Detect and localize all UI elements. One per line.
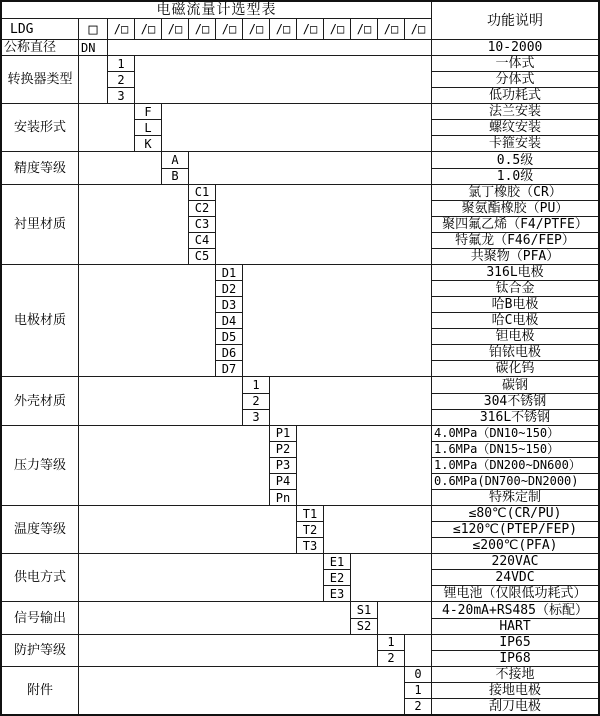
code-cell: P3 bbox=[270, 458, 296, 473]
spacer-cell bbox=[324, 506, 431, 553]
desc-cell: 锂电池（仅限低功耗式） bbox=[432, 586, 598, 601]
model-prefix-cell: LDG bbox=[2, 19, 78, 39]
category-label: 附件 bbox=[2, 667, 78, 714]
code-cell: L bbox=[135, 120, 161, 135]
model-slot-cell: /□ bbox=[243, 19, 269, 39]
spacer-cell bbox=[79, 56, 107, 103]
model-slot-cell: /□ bbox=[135, 19, 161, 39]
spacer-cell bbox=[297, 426, 431, 505]
category-label: 压力等级 bbox=[2, 426, 78, 505]
category-label: 安装形式 bbox=[2, 104, 78, 151]
desc-cell: ≤80℃(CR/PU) bbox=[432, 506, 598, 521]
spacer-cell bbox=[79, 265, 215, 377]
desc-cell: 特氟龙（F46/FEP） bbox=[432, 233, 598, 248]
category-label: 精度等级 bbox=[2, 152, 78, 183]
desc-cell: 0.5级 bbox=[432, 152, 598, 167]
desc-cell: 4.0MPa（DN10~150） bbox=[432, 426, 598, 441]
code-cell: P1 bbox=[270, 426, 296, 441]
desc-cell: ≤120℃(PTEP/FEP) bbox=[432, 522, 598, 537]
code-cell: S2 bbox=[351, 619, 377, 634]
spacer-cell bbox=[79, 667, 404, 714]
code-cell: D2 bbox=[216, 281, 242, 296]
desc-cell: 316L不锈钢 bbox=[432, 410, 598, 425]
model-slot-cell: /□ bbox=[216, 19, 242, 39]
code-cell: D3 bbox=[216, 297, 242, 312]
code-cell: B bbox=[162, 169, 188, 184]
model-slot-cell: /□ bbox=[405, 19, 431, 39]
code-cell: D4 bbox=[216, 313, 242, 328]
code-cell: D1 bbox=[216, 265, 242, 280]
spacer-cell bbox=[79, 635, 377, 666]
desc-cell: 10-2000 bbox=[432, 40, 598, 55]
spacer-cell bbox=[135, 56, 431, 103]
code-cell: C2 bbox=[189, 201, 215, 216]
spacer-cell bbox=[351, 554, 431, 601]
code-cell: 3 bbox=[108, 88, 134, 103]
code-cell: D5 bbox=[216, 329, 242, 344]
code-cell: 3 bbox=[243, 410, 269, 425]
desc-cell: 钛合金 bbox=[432, 281, 598, 296]
desc-cell: 接地电极 bbox=[432, 683, 598, 698]
model-slot-cell: /□ bbox=[162, 19, 188, 39]
function-column-header: 功能说明 bbox=[432, 2, 598, 39]
desc-cell: 哈C电极 bbox=[432, 313, 598, 328]
desc-cell: 不接地 bbox=[432, 667, 598, 682]
desc-cell: IP65 bbox=[432, 635, 598, 650]
desc-cell: 0.6MPa(DN700~DN2000) bbox=[432, 474, 598, 489]
code-cell: C3 bbox=[189, 217, 215, 232]
code-cell: E2 bbox=[324, 570, 350, 585]
desc-cell: 碳化钨 bbox=[432, 361, 598, 376]
code-cell: K bbox=[135, 136, 161, 151]
spacer-cell bbox=[216, 185, 431, 264]
code-cell: 2 bbox=[243, 394, 269, 409]
spacer-cell bbox=[270, 377, 431, 424]
desc-cell: 聚氨酯橡胶（PU） bbox=[432, 201, 598, 216]
desc-cell: 低功耗式 bbox=[432, 88, 598, 103]
model-box-cell: □ bbox=[79, 19, 107, 39]
desc-cell: 共聚物（PFA） bbox=[432, 249, 598, 264]
desc-cell: 铂铱电极 bbox=[432, 345, 598, 360]
spacer-cell bbox=[79, 377, 242, 424]
code-cell: D6 bbox=[216, 345, 242, 360]
desc-cell: IP68 bbox=[432, 651, 598, 666]
category-label: 供电方式 bbox=[2, 554, 78, 601]
spacer-cell bbox=[243, 265, 431, 377]
spacer-cell bbox=[79, 185, 188, 264]
code-cell: 1 bbox=[405, 683, 431, 698]
spacer-cell bbox=[162, 104, 431, 151]
spacer-cell bbox=[405, 635, 431, 666]
desc-cell: ≤200℃(PFA) bbox=[432, 538, 598, 553]
spacer-cell bbox=[79, 554, 323, 601]
desc-cell: HART bbox=[432, 619, 598, 634]
desc-cell: 法兰安装 bbox=[432, 104, 598, 119]
code-cell: P4 bbox=[270, 474, 296, 489]
desc-cell: 哈B电极 bbox=[432, 297, 598, 312]
category-label: 电极材质 bbox=[2, 265, 78, 377]
model-slot-cell: /□ bbox=[108, 19, 134, 39]
spacer-cell bbox=[79, 602, 350, 633]
spacer-cell bbox=[79, 506, 296, 553]
code-cell: 1 bbox=[243, 377, 269, 392]
desc-cell: 分体式 bbox=[432, 72, 598, 87]
code-cell: E3 bbox=[324, 586, 350, 601]
category-label: 衬里材质 bbox=[2, 185, 78, 264]
desc-cell: 4-20mA+RS485（标配） bbox=[432, 602, 598, 617]
code-cell: 0 bbox=[405, 667, 431, 682]
spacer-cell bbox=[79, 152, 161, 183]
code-cell: 2 bbox=[108, 72, 134, 87]
desc-cell: 特殊定制 bbox=[432, 490, 598, 505]
category-label: 信号输出 bbox=[2, 602, 78, 633]
model-slot-cell: /□ bbox=[297, 19, 323, 39]
desc-cell: 钽电极 bbox=[432, 329, 598, 344]
spacer-cell bbox=[108, 40, 431, 55]
code-cell: A bbox=[162, 152, 188, 167]
category-label: 公称直径 bbox=[2, 40, 78, 55]
desc-cell: 316L电极 bbox=[432, 265, 598, 280]
model-slot-cell: /□ bbox=[270, 19, 296, 39]
desc-cell: 1.0级 bbox=[432, 169, 598, 184]
spacer-cell bbox=[189, 152, 431, 183]
code-cell: 2 bbox=[405, 699, 431, 714]
desc-cell: 聚四氟乙烯（F4/PTFE） bbox=[432, 217, 598, 232]
code-cell: 2 bbox=[378, 651, 404, 666]
spacer-cell bbox=[378, 602, 431, 633]
category-label: 防护等级 bbox=[2, 635, 78, 666]
desc-cell: 碳钢 bbox=[432, 377, 598, 392]
desc-cell: 1.0MPa（DN200~DN600） bbox=[432, 458, 598, 473]
desc-cell: 卡箍安装 bbox=[432, 136, 598, 151]
code-cell: C1 bbox=[189, 185, 215, 200]
spacer-cell bbox=[79, 426, 269, 505]
desc-cell: 24VDC bbox=[432, 570, 598, 585]
model-slot-cell: /□ bbox=[324, 19, 350, 39]
desc-cell: 一体式 bbox=[432, 56, 598, 71]
code-cell: DN bbox=[79, 40, 107, 55]
code-cell: E1 bbox=[324, 554, 350, 569]
code-cell: 1 bbox=[108, 56, 134, 71]
desc-cell: 304不锈钢 bbox=[432, 394, 598, 409]
code-cell: T3 bbox=[297, 538, 323, 553]
model-slot-cell: /□ bbox=[189, 19, 215, 39]
desc-cell: 220VAC bbox=[432, 554, 598, 569]
desc-cell: 螺纹安装 bbox=[432, 120, 598, 135]
code-cell: P2 bbox=[270, 442, 296, 457]
code-cell: D7 bbox=[216, 361, 242, 376]
code-cell: 1 bbox=[378, 635, 404, 650]
model-slot-cell: /□ bbox=[378, 19, 404, 39]
code-cell: C4 bbox=[189, 233, 215, 248]
category-label: 转换器类型 bbox=[2, 56, 78, 103]
desc-cell: 1.6MPa（DN15~150） bbox=[432, 442, 598, 457]
table-title: 电磁流量计选型表 bbox=[2, 2, 431, 18]
desc-cell: 氯丁橡胶（CR） bbox=[432, 185, 598, 200]
category-label: 外壳材质 bbox=[2, 377, 78, 424]
category-label: 温度等级 bbox=[2, 506, 78, 553]
code-cell: Pn bbox=[270, 490, 296, 505]
code-cell: C5 bbox=[189, 249, 215, 264]
code-cell: T2 bbox=[297, 522, 323, 537]
spacer-cell bbox=[79, 104, 134, 151]
code-cell: F bbox=[135, 104, 161, 119]
model-slot-cell: /□ bbox=[351, 19, 377, 39]
code-cell: T1 bbox=[297, 506, 323, 521]
desc-cell: 刮刀电极 bbox=[432, 699, 598, 714]
code-cell: S1 bbox=[351, 602, 377, 617]
